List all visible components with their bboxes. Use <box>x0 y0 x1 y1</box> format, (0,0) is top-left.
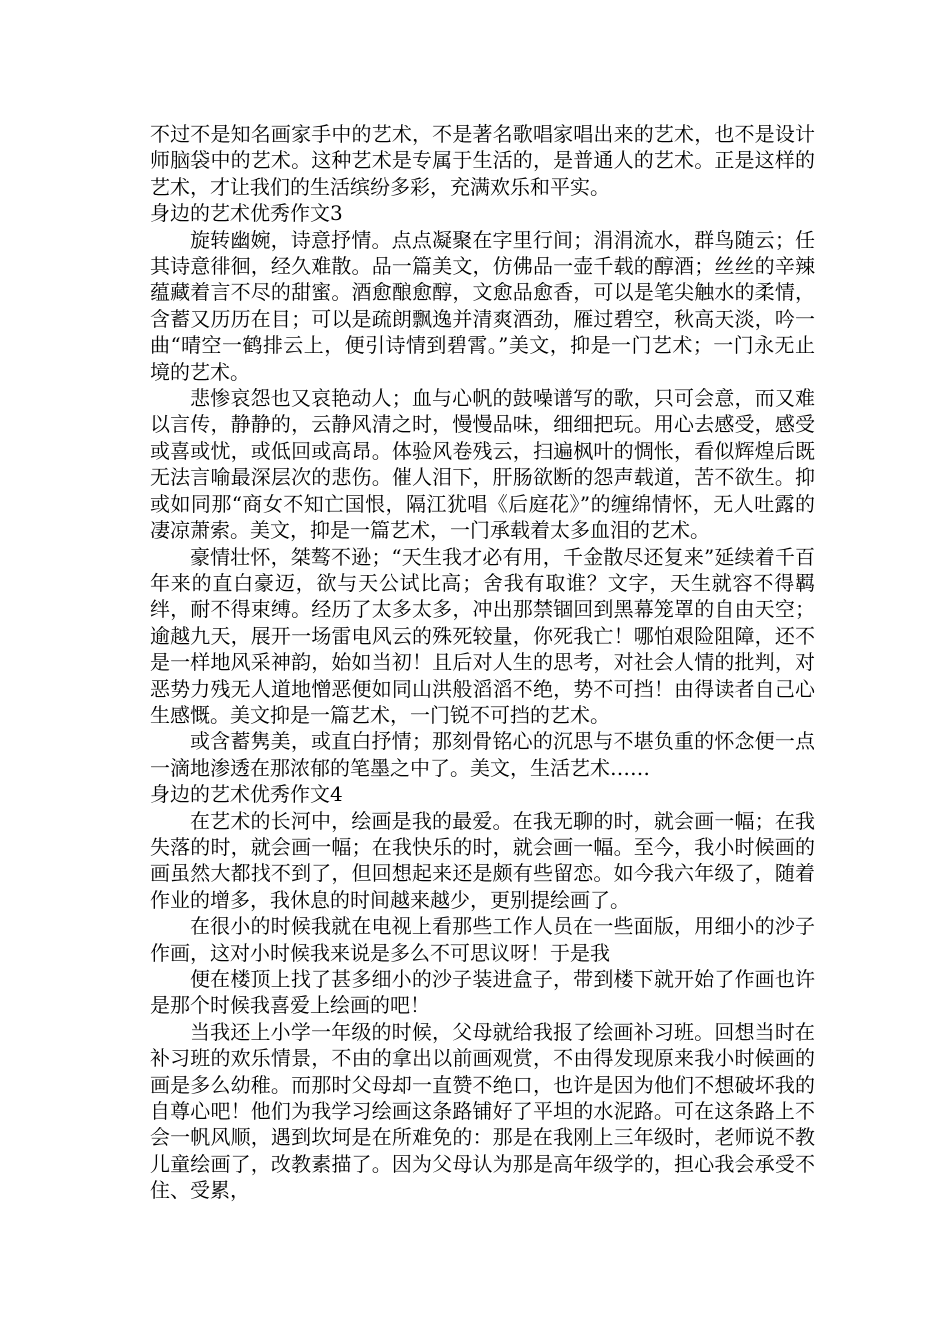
document-body <box>150 121 815 1204</box>
paragraph-7: 在很小的时候我就在电视上看那些工作人员在一些面版，用细小的沙子作画，这对小时候我来说是多么不可思议呀！于是我 <box>150 914 815 965</box>
section-heading-4: 身边的艺术优秀作文4 <box>150 782 343 807</box>
paragraph-6: 在艺术的长河中，绘画是我的最爱。在我无聊的时，就会画一幅；在我失落的时，就会画一幅；在我快乐的时，就会画一幅。至今，我小时候画的画虽然大都找不到了，但回想起来还是颇有些留恋。如今我六年级了，随着作业的增多，我休息的时间越来越少，更别提绘画了。 <box>150 808 815 912</box>
paragraph-4: 豪情壮怀，桀骜不逊；“天生我才必有用，千金散尽还复来”延续着千百年来的直白豪迈，欲与天公试比高；舍我有取谁？文字，天生就容不得羁绊，耐不得束缚。经历了太多太多，冲出那禁锢回到黑幕笼罩的自由天空；逾越九天，展开一场雷电风云的殊死较量，你死我亡！哪怕艰险阻障，还不是一样地风采神韵，始如当初！且后对人生的思考，对社会人情的批判，对恶势力残无人道地憎恶便如同山洪般滔滔不绝，势不可挡！由得读者自己心生感慨。美文抑是一篇艺术，一门锐不可挡的艺术。 <box>150 544 815 727</box>
paragraph-9: 当我还上小学一年级的时候，父母就给我报了绘画补习班。回想当时在补习班的欢乐情景，不由的拿出以前画观赏，不由得发现原来我小时候画的画是多么幼稚。而那时父母却一直赞不绝口，也许是因为他们不想破坏我的自尊心吧！他们为我学习绘画这条路铺好了平坦的水泥路。可在这条路上不会一帆风顺，遇到坎坷是在所难免的：那是在我刚上三年级时，老师说不教儿童绘画了，改教素描了。因为父母认为那是高年级学的，担心我会承受不住、受累， <box>150 1019 815 1203</box>
paragraph-1: 不过不是知名画家手中的艺术，不是著名歌唱家唱出来的艺术，也不是设计师脑袋中的艺术。这种艺术是专属于生活的，是普通人的艺术。正是这样的艺术，才让我们的生活缤纷多彩，充满欢乐和平实。 <box>150 122 815 199</box>
paragraph-8: 便在楼顶上找了甚多细小的沙子装进盒子，带到楼下就开始了作画也许是那个时候我喜爱上绘画的吧！ <box>150 967 815 1018</box>
section-heading-3: 身边的艺术优秀作文3 <box>150 201 343 226</box>
paragraph-2: 旋转幽婉，诗意抒情。点点凝聚在字里行间；涓涓流水，群鸟随云；任其诗意徘徊，经久难散。品一篇美文，仿佛品一壶千载的醇酒；丝丝的辛辣蕴藏着言不尽的甜蜜。酒愈酿愈醇，文愈品愈香，可以是笔尖触水的柔情，含蓄又历历在目；可以是疏朗飘逸并清爽酒劲，雁过碧空，秋高天淡，吟一曲“晴空一鹤排云上，便引诗情到碧霄。”美文，抑是一门艺术；一门永无止境的艺术。 <box>150 227 815 384</box>
paragraph-5: 或含蓄隽美，或直白抒情；那刻骨铭心的沉思与不堪负重的怀念便一点一滴地渗透在那浓郁的笔墨之中了。美文，生活艺术…… <box>150 729 815 780</box>
paragraph-3: 悲惨哀怨也又哀艳动人；血与心帆的鼓噪谱写的歌，只可会意，而又难以言传，静静的，云静风清之时，慢慢品味，细细把玩。用心去感受，感受或喜或忧，或低回或高昂。体验风卷残云，扫遍枫叶的惆怅，看似辉煌后既无法言喻最深层次的悲伤。催人泪下，肝肠欲断的怨声载道，苦不欲生。抑或如同那“商女不知亡国恨，隔江犹唱《后庭花》”的缠绵情怀，无人吐露的凄凉萧索。美文，抑是一篇艺术，一门承载着太多血泪的艺术。 <box>150 386 815 543</box>
